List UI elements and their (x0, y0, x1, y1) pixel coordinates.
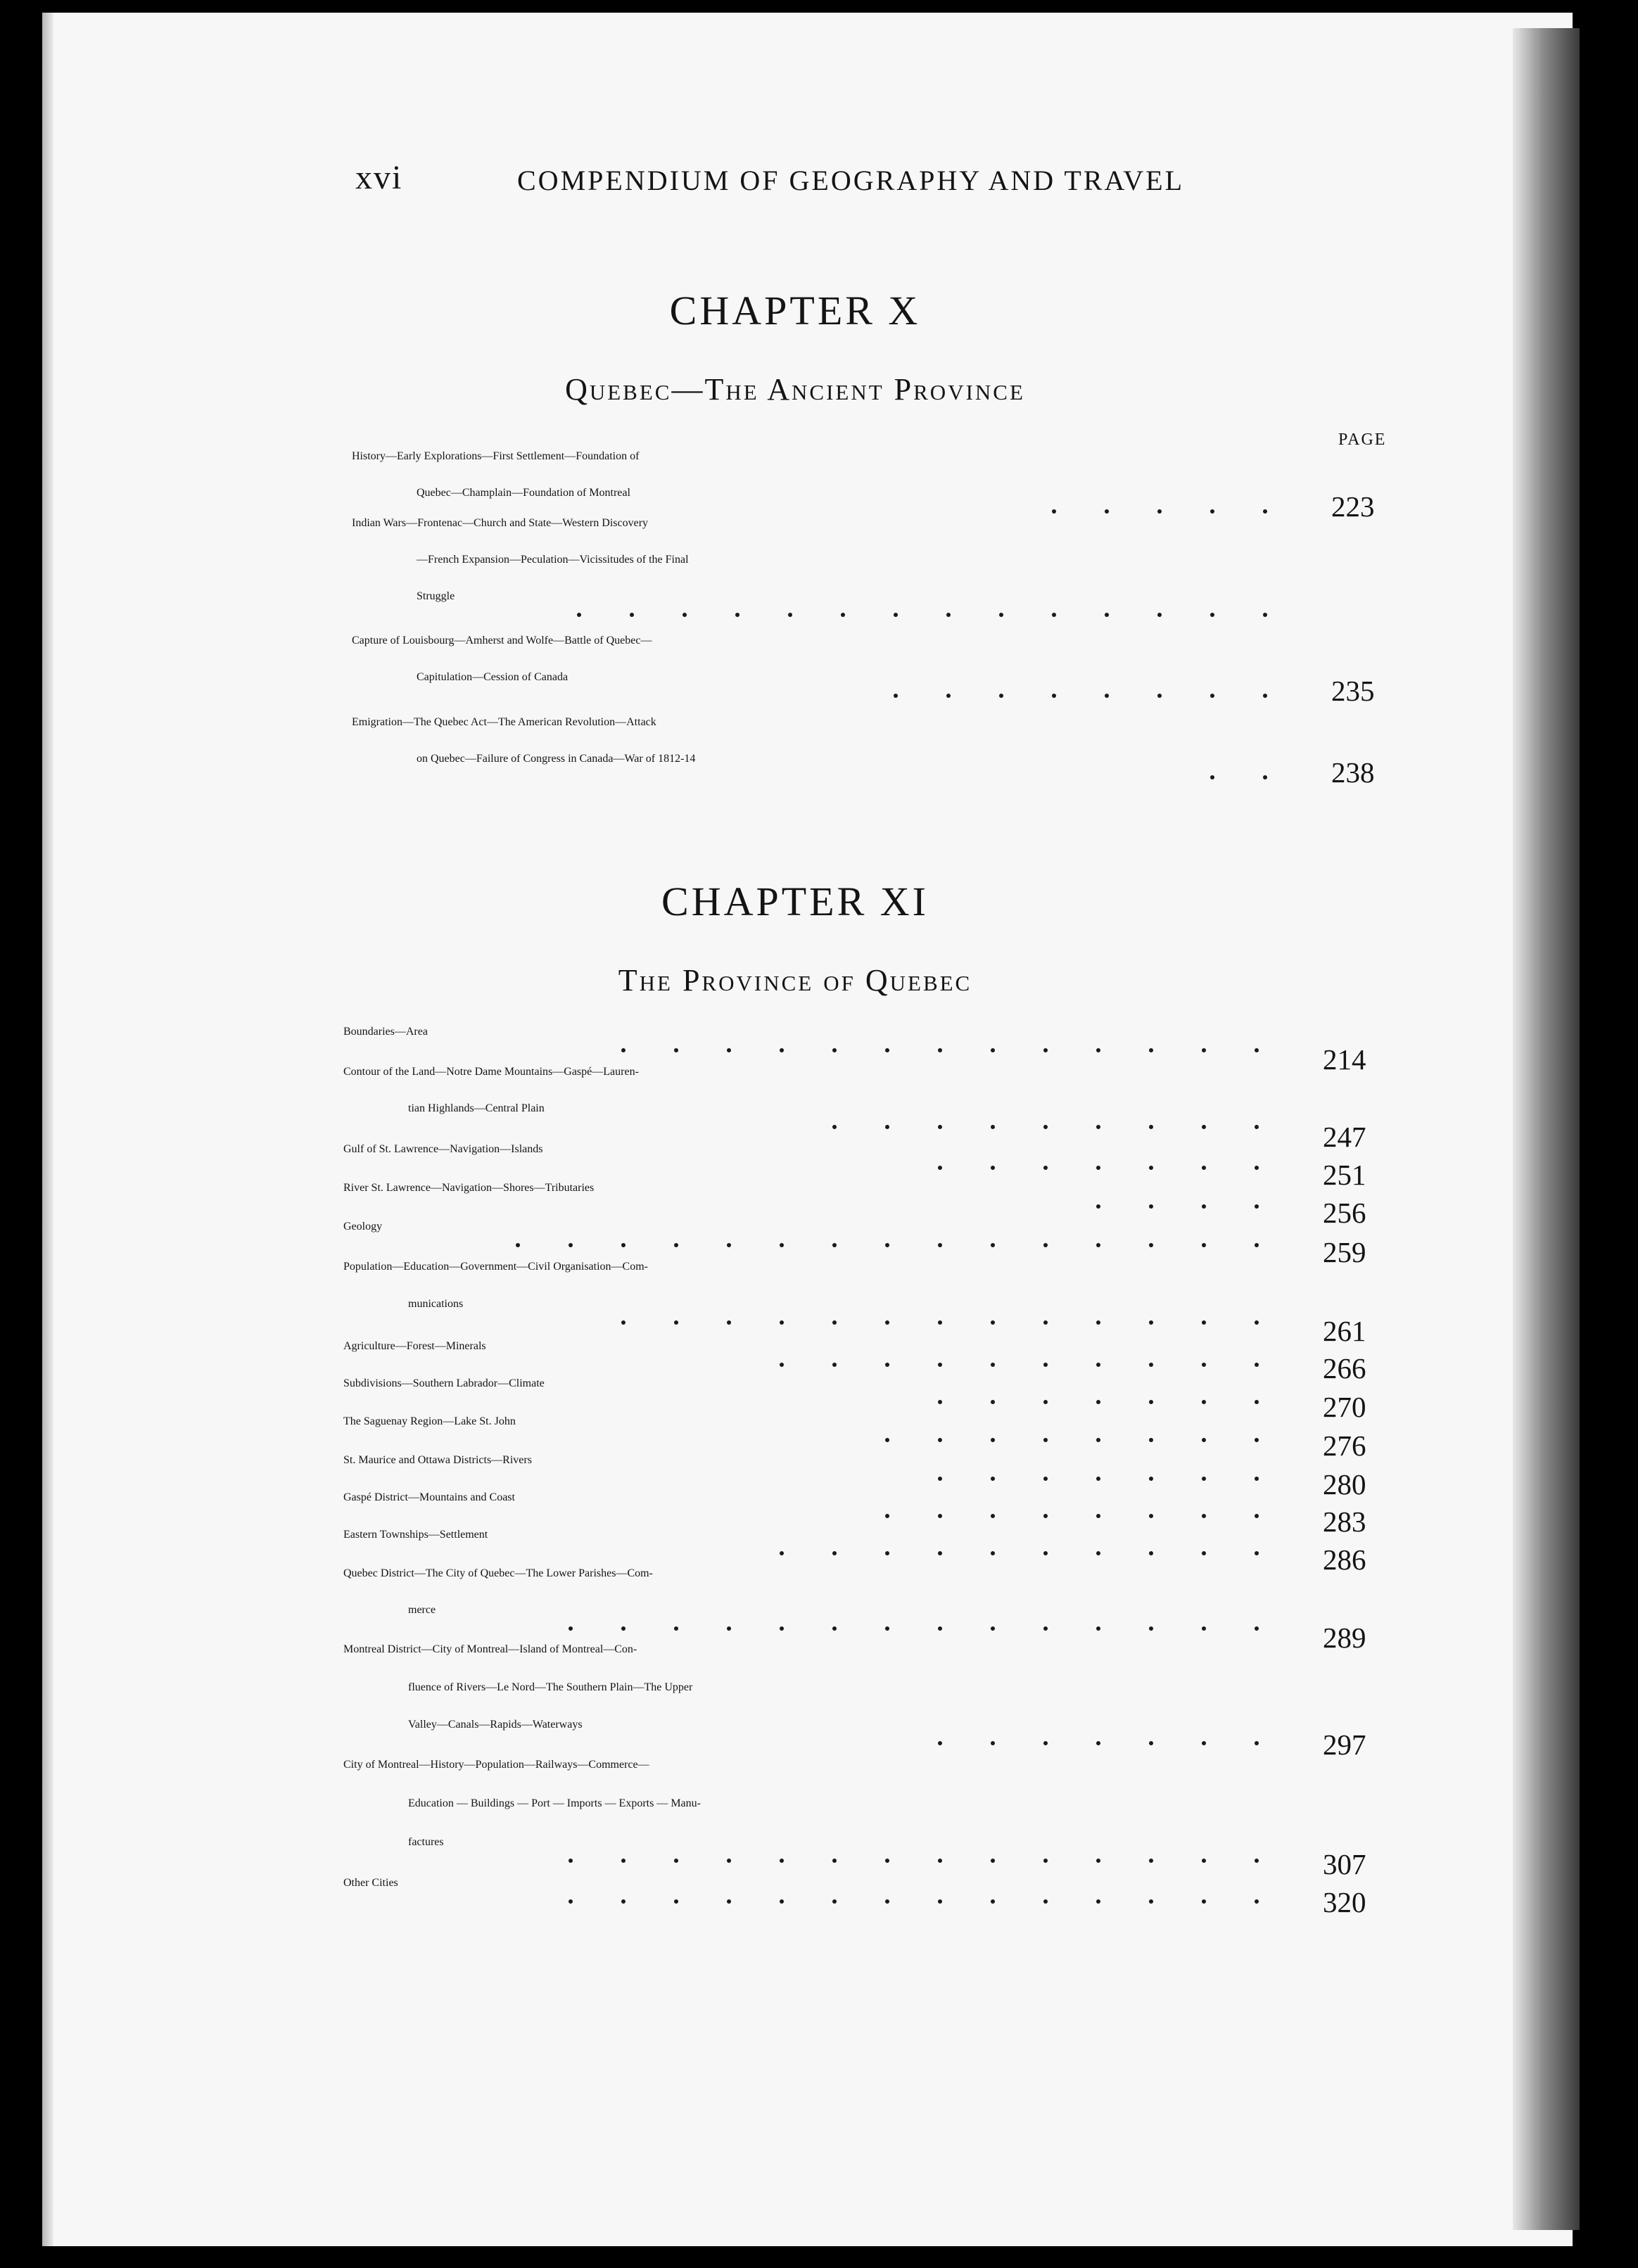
leader-dot (1149, 1243, 1153, 1247)
toc-entry-line: Population—Education—Government—Civil Organisation—Com- (343, 1261, 648, 1273)
leader-dot (1202, 1741, 1206, 1745)
leader-dot (1096, 1166, 1100, 1170)
leader-dot (885, 1243, 889, 1247)
leader-dot (938, 1400, 942, 1404)
leader-dot (999, 613, 1003, 617)
leader-dot (1043, 1048, 1048, 1052)
leader-dot (938, 1514, 942, 1518)
leader-dot (569, 1899, 573, 1904)
toc-page-number: 280 (1323, 1468, 1366, 1501)
leader-dot (674, 1859, 678, 1863)
page-edge-shadow (1513, 28, 1580, 2230)
toc-page-number: 270 (1323, 1391, 1366, 1423)
leader-dot (682, 613, 687, 617)
leader-dot (1202, 1438, 1206, 1442)
leader-dot (1202, 1204, 1206, 1209)
leader-dot (569, 1859, 573, 1863)
toc-entry-line: Contour of the Land—Notre Dame Mountains—Gaspé—Lauren- (343, 1066, 639, 1078)
leader-dot (885, 1899, 889, 1904)
leader-dot (1096, 1514, 1100, 1518)
toc-entry-line: —French Expansion—Peculation—Vicissitudes of the Final (417, 554, 689, 566)
leader-dot (1149, 1551, 1153, 1555)
leader-dot (1052, 694, 1056, 698)
leader-dot (621, 1048, 626, 1052)
toc-entry-line: Geology (343, 1221, 383, 1232)
toc-entry-line: Capitulation—Cession of Canada (417, 671, 569, 683)
toc-page-number: 256 (1323, 1197, 1366, 1229)
toc-entry-line: Emigration—The Quebec Act—The American Revolution—Attack (352, 716, 656, 728)
leader-dot (1255, 1400, 1259, 1404)
leader-dot (991, 1166, 995, 1170)
leader-dot (1255, 1626, 1259, 1631)
leader-dot (1202, 1363, 1206, 1367)
leader-dot (788, 613, 792, 617)
leader-dot (938, 1363, 942, 1367)
leader-dot (1149, 1320, 1153, 1325)
leader-dot (1096, 1551, 1100, 1555)
leader-dot (885, 1859, 889, 1863)
leader-dot (1202, 1166, 1206, 1170)
leader-dot (1149, 1859, 1153, 1863)
leader-dot (1255, 1741, 1259, 1745)
leader-dot (885, 1438, 889, 1442)
toc-entry-line: History—Early Explorations—First Settlement—Foundation of (352, 450, 640, 462)
leader-dot (1255, 1859, 1259, 1863)
leader-dot (1255, 1243, 1259, 1247)
leader-dot (991, 1400, 995, 1404)
leader-dot (938, 1320, 942, 1325)
toc-entry-line: Gaspé District—Mountains and Coast (343, 1491, 515, 1503)
toc-entry-line: tian Highlands—Central Plain (408, 1102, 545, 1114)
leader-dot (1096, 1477, 1100, 1481)
leader-dot (780, 1363, 784, 1367)
leader-dot (1149, 1400, 1153, 1404)
leader-dot (727, 1048, 731, 1052)
leader-dot (1149, 1899, 1153, 1904)
leader-dot (780, 1243, 784, 1247)
toc-page-number: 276 (1323, 1429, 1366, 1462)
toc-page-number: 297 (1323, 1728, 1366, 1761)
leader-dot (1096, 1048, 1100, 1052)
leader-dot (832, 1363, 837, 1367)
leader-dot (780, 1626, 784, 1631)
leader-dot (946, 613, 951, 617)
leader-dot (832, 1320, 837, 1325)
toc-page-number: 238 (1331, 756, 1375, 789)
toc-page-number: 266 (1323, 1352, 1366, 1384)
leader-dot (991, 1477, 995, 1481)
leader-dot (735, 613, 739, 617)
leader-dot (1157, 694, 1162, 698)
leader-dot (577, 613, 581, 617)
leader-dot (1202, 1514, 1206, 1518)
toc-page-number: 320 (1323, 1886, 1366, 1918)
leader-dot (832, 1551, 837, 1555)
leader-dot (1043, 1859, 1048, 1863)
leader-dot (1263, 613, 1267, 617)
toc-entry-line: St. Maurice and Ottawa Districts—Rivers (343, 1454, 532, 1466)
leader-dot (938, 1551, 942, 1555)
leader-dot (1210, 694, 1214, 698)
leader-dot (832, 1048, 837, 1052)
leader-dot (1263, 509, 1267, 514)
leader-dot (727, 1626, 731, 1631)
chapter-subtitle: Quebec—The Ancient Province (565, 372, 1025, 407)
toc-entry-line: munications (408, 1298, 464, 1310)
leader-dot (1043, 1741, 1048, 1745)
toc-page-number: 286 (1323, 1543, 1366, 1576)
leader-dot (885, 1626, 889, 1631)
leader-dot (1255, 1048, 1259, 1052)
leader-dot (1202, 1477, 1206, 1481)
leader-dot (1149, 1477, 1153, 1481)
leader-dot (885, 1363, 889, 1367)
leader-dot (1043, 1626, 1048, 1631)
leader-dot (1202, 1125, 1206, 1129)
leader-dot (894, 613, 898, 617)
leader-dot (621, 1899, 626, 1904)
leader-dot (621, 1320, 626, 1325)
leader-dot (991, 1859, 995, 1863)
leader-dot (1096, 1400, 1100, 1404)
toc-entry-line: Quebec—Champlain—Foundation of Montreal (417, 487, 630, 499)
leader-dot (1157, 613, 1162, 617)
leader-dot (1096, 1859, 1100, 1863)
leader-dot (991, 1363, 995, 1367)
leader-dot (938, 1438, 942, 1442)
leader-dot (885, 1048, 889, 1052)
leader-dot (832, 1899, 837, 1904)
toc-entry-line: Capture of Louisbourg—Amherst and Wolfe—Battle of Quebec— (352, 635, 652, 646)
leader-dot (516, 1243, 520, 1247)
leader-dot (1149, 1626, 1153, 1631)
leader-dot (1255, 1363, 1259, 1367)
leader-dot (674, 1626, 678, 1631)
leader-dot (991, 1048, 995, 1052)
leader-dot (832, 1243, 837, 1247)
leader-dot (1105, 694, 1109, 698)
leader-dot (674, 1243, 678, 1247)
leader-dot (991, 1551, 995, 1555)
page-gutter-edge (42, 13, 53, 2246)
toc-entry-line: City of Montreal—History—Population—Railways—Commerce— (343, 1759, 649, 1771)
leader-dot (1157, 509, 1162, 514)
toc-entry-line: Other Cities (343, 1877, 398, 1889)
leader-dot (1255, 1899, 1259, 1904)
leader-dot (780, 1320, 784, 1325)
leader-dot (938, 1125, 942, 1129)
leader-dot (780, 1859, 784, 1863)
toc-entry-line: factures (408, 1836, 444, 1848)
leader-dot (1149, 1514, 1153, 1518)
leader-dot (938, 1477, 942, 1481)
leader-dot (1096, 1363, 1100, 1367)
leader-dot (1210, 775, 1214, 779)
leader-dot (1255, 1320, 1259, 1325)
leader-dot (991, 1514, 995, 1518)
toc-page-number: 259 (1323, 1236, 1366, 1268)
leader-dot (1149, 1741, 1153, 1745)
running-head (355, 158, 1235, 208)
leader-dot (991, 1320, 995, 1325)
leader-dot (1255, 1514, 1259, 1518)
leader-dot (938, 1166, 942, 1170)
leader-dot (674, 1048, 678, 1052)
leader-dot (1043, 1363, 1048, 1367)
leader-dot (1149, 1438, 1153, 1442)
toc-entry-line: Quebec District—The City of Quebec—The Lower Parishes—Com- (343, 1567, 653, 1579)
page-column-label: PAGE (1338, 431, 1387, 449)
leader-dot (1043, 1243, 1048, 1247)
leader-dot (621, 1243, 626, 1247)
leader-dot (999, 694, 1003, 698)
toc-page-number: 251 (1323, 1159, 1366, 1191)
leader-dot (1043, 1438, 1048, 1442)
toc-entry-line: fluence of Rivers—Le Nord—The Southern Plain—The Upper (408, 1681, 693, 1693)
toc-entry-line: merce (408, 1604, 436, 1616)
leader-dot (1210, 613, 1214, 617)
leader-dot (1105, 613, 1109, 617)
leader-dot (885, 1320, 889, 1325)
toc-entry-line: Eastern Townships—Settlement (343, 1529, 488, 1541)
toc-entry-line: Agriculture—Forest—Minerals (343, 1340, 486, 1352)
leader-dot (1263, 694, 1267, 698)
leader-dot (1149, 1125, 1153, 1129)
leader-dot (1149, 1048, 1153, 1052)
leader-dot (938, 1741, 942, 1745)
leader-dot (1043, 1899, 1048, 1904)
leader-dot (841, 613, 845, 617)
leader-dot (1255, 1551, 1259, 1555)
toc-page-number: 289 (1323, 1622, 1366, 1654)
leader-dot (946, 694, 951, 698)
leader-dot (569, 1243, 573, 1247)
leader-dot (1043, 1125, 1048, 1129)
leader-dot (991, 1438, 995, 1442)
leader-dot (885, 1125, 889, 1129)
leader-dot (1202, 1899, 1206, 1904)
leader-dot (674, 1899, 678, 1904)
toc-entry-line: The Saguenay Region—Lake St. John (343, 1415, 516, 1427)
leader-dot (1210, 509, 1214, 514)
toc-page-number: 283 (1323, 1505, 1366, 1538)
leader-dot (938, 1243, 942, 1247)
leader-dot (1052, 509, 1056, 514)
toc-page-number: 214 (1323, 1043, 1366, 1076)
toc-entry-line: Boundaries—Area (343, 1026, 428, 1038)
leader-dot (1096, 1741, 1100, 1745)
leader-dot (885, 1551, 889, 1555)
leader-dot (1149, 1166, 1153, 1170)
leader-dot (1202, 1400, 1206, 1404)
leader-dot (630, 613, 634, 617)
leader-dot (727, 1243, 731, 1247)
leader-dot (1043, 1551, 1048, 1555)
leader-dot (938, 1048, 942, 1052)
leader-dot (1096, 1438, 1100, 1442)
leader-dot (1263, 775, 1267, 779)
toc-entry-line: Valley—Canals—Rapids—Waterways (408, 1719, 583, 1731)
leader-dot (1043, 1514, 1048, 1518)
leader-dot (1052, 613, 1056, 617)
toc-page-number: 261 (1323, 1315, 1366, 1347)
leader-dot (894, 694, 898, 698)
leader-dot (991, 1125, 995, 1129)
leader-dot (1202, 1243, 1206, 1247)
toc-entry-line: on Quebec—Failure of Congress in Canada—War of 1812-14 (417, 753, 696, 765)
leader-dot (1255, 1125, 1259, 1129)
leader-dot (1255, 1477, 1259, 1481)
leader-dot (832, 1859, 837, 1863)
leader-dot (1202, 1859, 1206, 1863)
toc-entry-line: River St. Lawrence—Navigation—Shores—Tributaries (343, 1182, 595, 1194)
leader-dot (1149, 1363, 1153, 1367)
leader-dot (1202, 1551, 1206, 1555)
leader-dot (1202, 1048, 1206, 1052)
leader-dot (991, 1741, 995, 1745)
leader-dot (569, 1626, 573, 1631)
leader-dot (727, 1899, 731, 1904)
toc-page-number: 247 (1323, 1121, 1366, 1153)
chapter-heading: CHAPTER XI (661, 879, 929, 924)
leader-dot (727, 1859, 731, 1863)
toc-page-number: 235 (1331, 675, 1375, 707)
leader-dot (1105, 509, 1109, 514)
leader-dot (1096, 1899, 1100, 1904)
leader-dot (1255, 1166, 1259, 1170)
leader-dot (780, 1048, 784, 1052)
leader-dot (1096, 1243, 1100, 1247)
leader-dot (938, 1899, 942, 1904)
leader-dot (1043, 1320, 1048, 1325)
leader-dot (1255, 1204, 1259, 1209)
toc-entry-line: Subdivisions—Southern Labrador—Climate (343, 1377, 545, 1389)
toc-entry-line: Education — Buildings — Port — Imports — Exports — Manu- (408, 1797, 701, 1809)
leader-dot (1096, 1125, 1100, 1129)
toc-page-number: 223 (1331, 490, 1375, 523)
page-folio: xvi (355, 159, 403, 196)
leader-dot (1043, 1477, 1048, 1481)
chapter-heading: CHAPTER X (669, 288, 921, 333)
leader-dot (1096, 1204, 1100, 1209)
leader-dot (621, 1859, 626, 1863)
leader-dot (621, 1626, 626, 1631)
leader-dot (885, 1514, 889, 1518)
toc-entry-line: Montreal District—City of Montreal—Island of Montreal—Con- (343, 1643, 637, 1655)
leader-dot (1043, 1400, 1048, 1404)
leader-dot (991, 1899, 995, 1904)
toc-page-number: 307 (1323, 1848, 1366, 1880)
leader-dot (1202, 1320, 1206, 1325)
toc-entry-line: Struggle (417, 590, 455, 602)
leader-dot (1255, 1438, 1259, 1442)
leader-dot (991, 1243, 995, 1247)
chapter-subtitle: The Province of Quebec (618, 963, 972, 998)
leader-dot (1043, 1166, 1048, 1170)
leader-dot (780, 1899, 784, 1904)
toc-entry-line: Gulf of St. Lawrence—Navigation—Islands (343, 1143, 543, 1155)
leader-dot (938, 1859, 942, 1863)
leader-dot (832, 1626, 837, 1631)
leader-dot (938, 1626, 942, 1631)
leader-dot (1096, 1320, 1100, 1325)
leader-dot (1202, 1626, 1206, 1631)
leader-dot (1096, 1626, 1100, 1631)
leader-dot (1149, 1204, 1153, 1209)
toc-entry-line: Indian Wars—Frontenac—Church and State—Western Discovery (352, 517, 649, 529)
leader-dot (674, 1320, 678, 1325)
leader-dot (727, 1320, 731, 1325)
leader-dot (832, 1125, 837, 1129)
running-title: COMPENDIUM OF GEOGRAPHY AND TRAVEL (517, 165, 1185, 196)
leader-dot (780, 1551, 784, 1555)
leader-dot (991, 1626, 995, 1631)
